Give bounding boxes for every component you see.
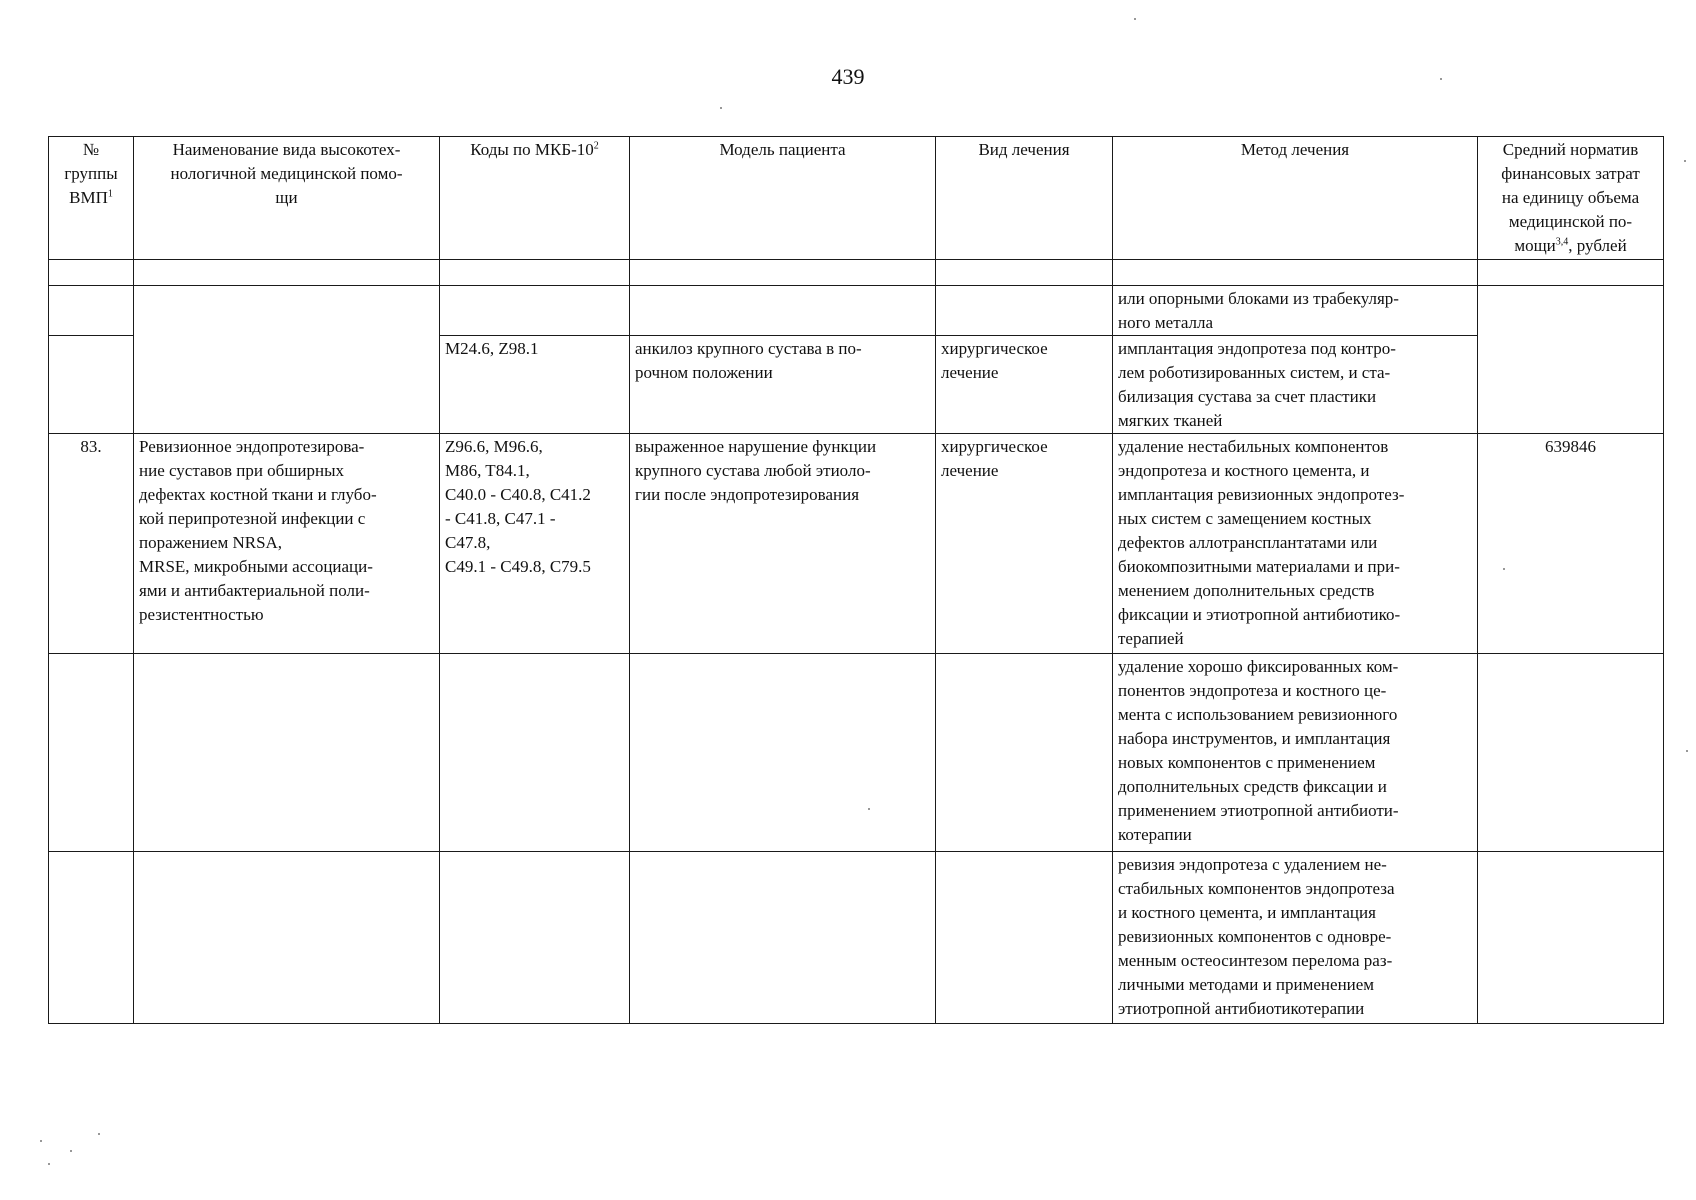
cell-method: удаление нестабильных компонентов эндопротеза и костного цемента, и имплантация ревизионных эндопротез- ных систем с замещением костных дефектов аллотрансплантатами или биокомпозитными материалами и при- менением дополнительных средств фиксации и этиотропной антибиотико- терапией — [1113, 434, 1478, 654]
cell-cost — [1478, 654, 1664, 852]
cell-model — [630, 654, 936, 852]
cell-group — [49, 286, 134, 336]
table-row — [49, 434, 1664, 654]
header-group-number: № группы ВМП$^1$ — [49, 137, 134, 260]
scan-speck — [1686, 750, 1688, 752]
scan-speck — [40, 1140, 42, 1142]
table-row — [49, 286, 1664, 336]
cell-model — [630, 286, 936, 336]
cell-codes — [440, 654, 630, 852]
scan-speck — [48, 1163, 50, 1165]
cell-model: анкилоз крупного сустава в по- рочном положении — [630, 336, 936, 434]
cell-type: хирургическое лечение — [936, 336, 1113, 434]
cell-model — [630, 852, 936, 1024]
cell-name — [134, 852, 440, 1024]
cell-method: ревизия эндопротеза с удалением не- стабильных компонентов эндопротеза и костного цемента, и имплантация ревизионных компонентов с одновре- менным остеосинтезом перелома раз- личными методами и применением этиотропной антибиотикотерапии — [1113, 852, 1478, 1024]
vmp-table — [48, 136, 1664, 1024]
cell-group — [49, 336, 134, 434]
cell-codes — [440, 286, 630, 336]
header-treatment-method: Метод лечения — [1113, 137, 1478, 260]
scan-speck — [70, 1150, 72, 1152]
cell-method: имплантация эндопротеза под контро- лем роботизированных систем, и ста- билизация сустава за счет пластики мягких тканей — [1113, 336, 1478, 434]
cell-method: или опорными блоками из трабекуляр- ного металла — [1113, 286, 1478, 336]
scan-speck — [1503, 568, 1505, 570]
header-cost-standard: Средний норматив финансовых затрат на единицу объема медицинской по- мощи$^{3,4}$, рублей — [1478, 137, 1664, 260]
cell-group: 83. — [49, 434, 134, 654]
cell-model: выраженное нарушение функции крупного сустава любой этиоло- гии после эндопротезирования — [630, 434, 936, 654]
scan-speck — [1684, 160, 1686, 162]
header-icd-codes: Коды по МКБ-$10^2$ — [440, 137, 630, 260]
cell-cost: 639846 — [1478, 434, 1664, 654]
cell-cost — [1478, 286, 1664, 434]
cell-type — [936, 286, 1113, 336]
table-header-row — [49, 137, 1664, 260]
scan-speck — [1440, 78, 1442, 80]
scan-speck — [868, 808, 870, 810]
cell-codes: M24.6, Z98.1 — [440, 336, 630, 434]
header-patient-model: Модель пациента — [630, 137, 936, 260]
cell-codes — [440, 852, 630, 1024]
cell-name — [134, 654, 440, 852]
scan-speck — [720, 107, 722, 109]
cell-group — [49, 654, 134, 852]
header-treatment-type: Вид лечения — [936, 137, 1113, 260]
scan-speck — [98, 1133, 100, 1135]
cell-name — [134, 286, 440, 434]
cell-type: хирургическое лечение — [936, 434, 1113, 654]
cell-cost — [1478, 852, 1664, 1024]
cell-group — [49, 852, 134, 1024]
header-care-type-name: Наименование вида высокотех- нологичной медицинской помо- щи — [134, 137, 440, 260]
page-number: 439 — [831, 64, 865, 89]
table-spacer-row — [49, 260, 1664, 286]
cell-method: удаление хорошо фиксированных ком- понентов эндопротеза и костного це- мента с использованием ревизионного набора инструментов, и имплантация новых компонентов с применением дополнительных средств фиксации и применением этиотропной антибиоти- котерапии — [1113, 654, 1478, 852]
table-row — [49, 852, 1664, 1024]
cell-codes: Z96.6, M96.6, M86, T84.1, C40.0 - C40.8, C41.2 - C41.8, C47.1 - C47.8, C49.1 - C49.8, C79.5 — [440, 434, 630, 654]
cell-type — [936, 852, 1113, 1024]
scan-speck — [1134, 18, 1136, 20]
table-row — [49, 654, 1664, 852]
cell-type — [936, 654, 1113, 852]
cell-name: Ревизионное эндопротезирова- ние суставов при обширных дефектах костной ткани и глубо- кой перипротезной инфекции с поражением NRSA, MRSE, микробными ассоциаци- ями и антибактериальной поли- резистентностью — [134, 434, 440, 654]
